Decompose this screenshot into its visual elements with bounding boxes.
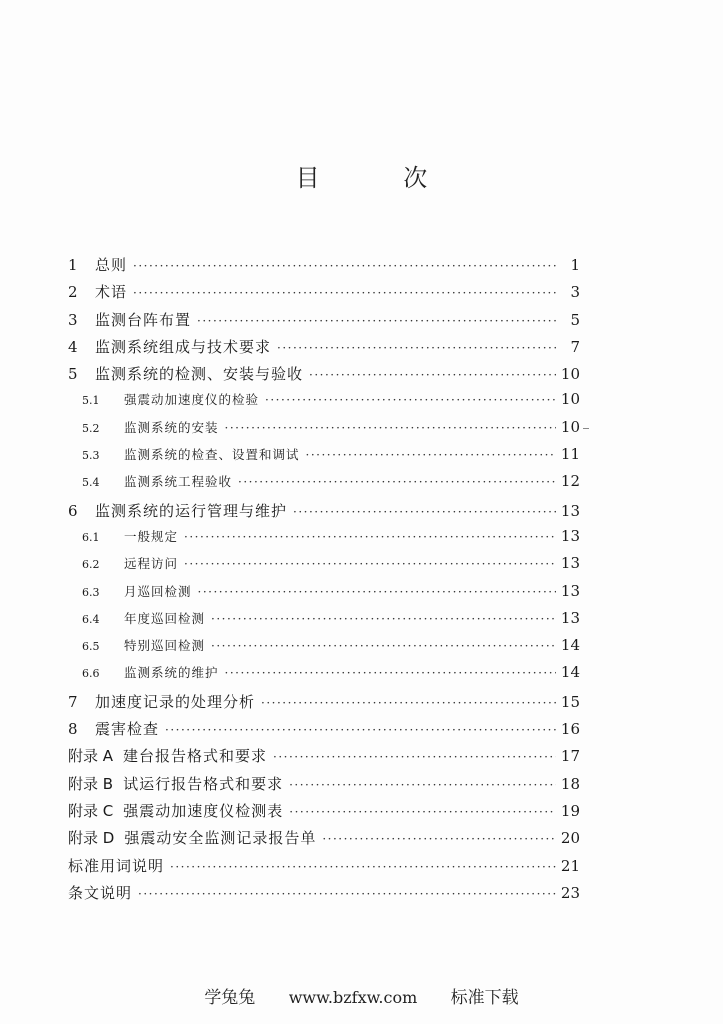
toc-dot-leader [261,696,556,710]
toc-entry-page-number: 13 [560,608,580,627]
toc-entry-label: 条文说明 [68,883,133,902]
toc-entry-number: 附录 A [68,747,114,766]
footer-tagline: 标准下载 [450,988,519,1008]
toc-dot-leader [277,341,556,355]
toc-entry[interactable] [68,745,580,772]
toc-entry-number: 6.3 [82,585,100,599]
toc-dot-leader [184,557,556,571]
toc-entry-page-number: 10 [560,390,580,409]
toc-entry-label: 监测系统工程验收 [124,474,233,490]
scan-speck [583,428,589,429]
toc-entry-number: 7 [68,692,78,711]
toc-entry-number: 5.4 [82,476,100,490]
toc-entry-label: 监测系统组成与技术要求 [95,337,272,356]
toc-dot-leader [197,314,556,328]
toc-entry-number: 6 [68,501,78,520]
toc-dot-leader [165,723,556,737]
toc-entry[interactable] [68,418,580,445]
toc-entry-page-number: 10 [560,365,580,384]
toc-entry[interactable] [68,582,580,609]
toc-entry-page-number: 13 [560,501,580,520]
toc-entry-label: 总则 [95,256,128,274]
toc-dot-leader [306,448,556,462]
toc-entry[interactable] [68,390,580,417]
toc-entry-label: 监测系统的安装 [124,419,219,435]
toc-entry[interactable] [68,500,580,527]
toc-entry[interactable] [68,609,580,636]
toc-entry-page-number: 17 [560,747,580,766]
toc-entry-number: 6.2 [82,558,100,572]
toc-entry-page-number: 5 [570,310,580,329]
toc-entry-number: 6.5 [82,640,100,654]
toc-dot-leader [289,805,556,819]
toc-entry[interactable] [68,855,580,882]
toc-entry-number: 5.2 [82,421,100,435]
toc-entry-number: 1 [68,256,78,274]
toc-entry-label: 加速度记录的处理分析 [95,692,256,711]
footer-site-link[interactable]: www.bzfxw.com [288,988,418,1007]
toc-entry-label: 监测系统的维护 [124,665,219,681]
toc-entry-label: 月巡回检测 [124,583,192,599]
footer-brand: 学兔兔 [204,988,256,1008]
toc-entry-page-number: 19 [560,801,580,820]
toc-dot-leader [225,421,556,435]
footer-watermark [0,983,723,1008]
toc-entry-number: 6.4 [82,612,100,626]
toc-entry-label: 强震动安全监测记录报告单 [124,829,317,848]
toc-entry-number: 5.3 [82,449,100,463]
toc-entry-page-number: 14 [560,636,580,655]
toc-entry[interactable] [68,827,580,854]
toc-entry[interactable] [68,527,580,554]
toc-entry-label: 年度巡回检测 [124,610,206,626]
toc-entry[interactable] [68,363,580,390]
toc-entry-label: 一般规定 [124,528,179,544]
toc-dot-leader [198,585,556,599]
toc-entry[interactable] [68,663,580,690]
toc-entry-page-number: 3 [570,283,580,302]
toc-entry[interactable] [68,445,580,472]
toc-entry[interactable] [68,773,580,800]
toc-entry-label: 建台报告格式和要求 [123,747,268,766]
toc-entry-label: 强震动加速度仪的检验 [124,392,260,408]
toc-entry[interactable] [68,309,580,336]
toc-entry-label: 远程访问 [124,556,179,572]
toc-entry[interactable] [68,636,580,663]
toc-entry[interactable] [68,718,580,745]
toc-entry-number: 3 [68,310,78,329]
toc-entry-page-number: 10 [560,417,580,436]
toc-dot-leader [273,750,556,764]
toc-entry-label: 监测系统的检查、设置和调试 [124,447,300,463]
toc-entry[interactable] [68,281,580,308]
toc-entry-label: 监测系统的运行管理与维护 [95,501,288,520]
toc-entry-label: 特别巡回检测 [124,638,206,654]
toc-entry-page-number: 1 [570,256,580,274]
toc-entry-page-number: 13 [560,554,580,573]
toc-entry[interactable] [68,336,580,363]
toc-dot-leader [170,860,556,874]
toc-entry-page-number: 12 [560,472,580,491]
toc-entry-number: 5.1 [82,394,100,408]
toc-entry-label: 震害检查 [95,720,160,739]
toc-dot-leader [289,778,556,792]
toc-dot-leader [265,393,556,407]
toc-entry-number: 6.1 [82,530,100,544]
toc-dot-leader [211,639,556,653]
toc-entry-label: 监测系统的检测、安装与验收 [95,365,304,384]
table-of-contents [68,254,580,909]
toc-dot-leader [238,475,556,489]
toc-entry-number: 2 [68,283,78,302]
toc-entry-page-number: 15 [560,692,580,711]
toc-entry-page-number: 18 [560,774,580,793]
toc-dot-leader [322,832,556,846]
toc-dot-leader [133,286,556,300]
toc-entry-label: 试运行报告格式和要求 [123,774,284,793]
toc-entry-page-number: 7 [570,337,580,356]
toc-dot-leader [138,887,556,901]
toc-entry-page-number: 23 [560,883,580,902]
toc-entry-number: 4 [68,337,78,356]
toc-entry-label: 标准用词说明 [68,856,165,875]
toc-entry-page-number: 13 [560,581,580,600]
toc-entry-number: 6.6 [82,667,100,681]
toc-entry-number: 附录 B [68,774,114,793]
toc-entry-label: 术语 [95,283,128,302]
toc-entry[interactable] [68,472,580,499]
toc-dot-leader [293,505,556,519]
toc-entry-number: 附录 C [68,801,114,820]
toc-entry[interactable] [68,554,580,581]
toc-dot-leader [184,530,556,544]
toc-entry-label: 监测台阵布置 [95,310,192,329]
toc-entry-number: 5 [68,365,78,384]
toc-dot-leader [211,612,556,626]
toc-dot-leader [309,368,556,382]
toc-entry-page-number: 21 [560,856,580,875]
page-title: 目 次 [295,164,466,192]
toc-dot-leader [133,259,556,273]
toc-entry[interactable] [68,254,580,281]
toc-entry[interactable] [68,800,580,827]
toc-entry[interactable] [68,691,580,718]
toc-entry-page-number: 13 [560,526,580,545]
toc-entry-number: 附录 D [68,829,115,848]
toc-entry-page-number: 20 [560,829,580,848]
toc-entry-page-number: 14 [560,663,580,682]
toc-entry-page-number: 11 [560,445,580,464]
toc-entry-label: 强震动加速度仪检测表 [123,801,284,820]
toc-entry-page-number: 16 [560,720,580,739]
toc-dot-leader [225,666,556,680]
toc-entry[interactable] [68,882,580,909]
toc-entry-number: 8 [68,720,78,739]
